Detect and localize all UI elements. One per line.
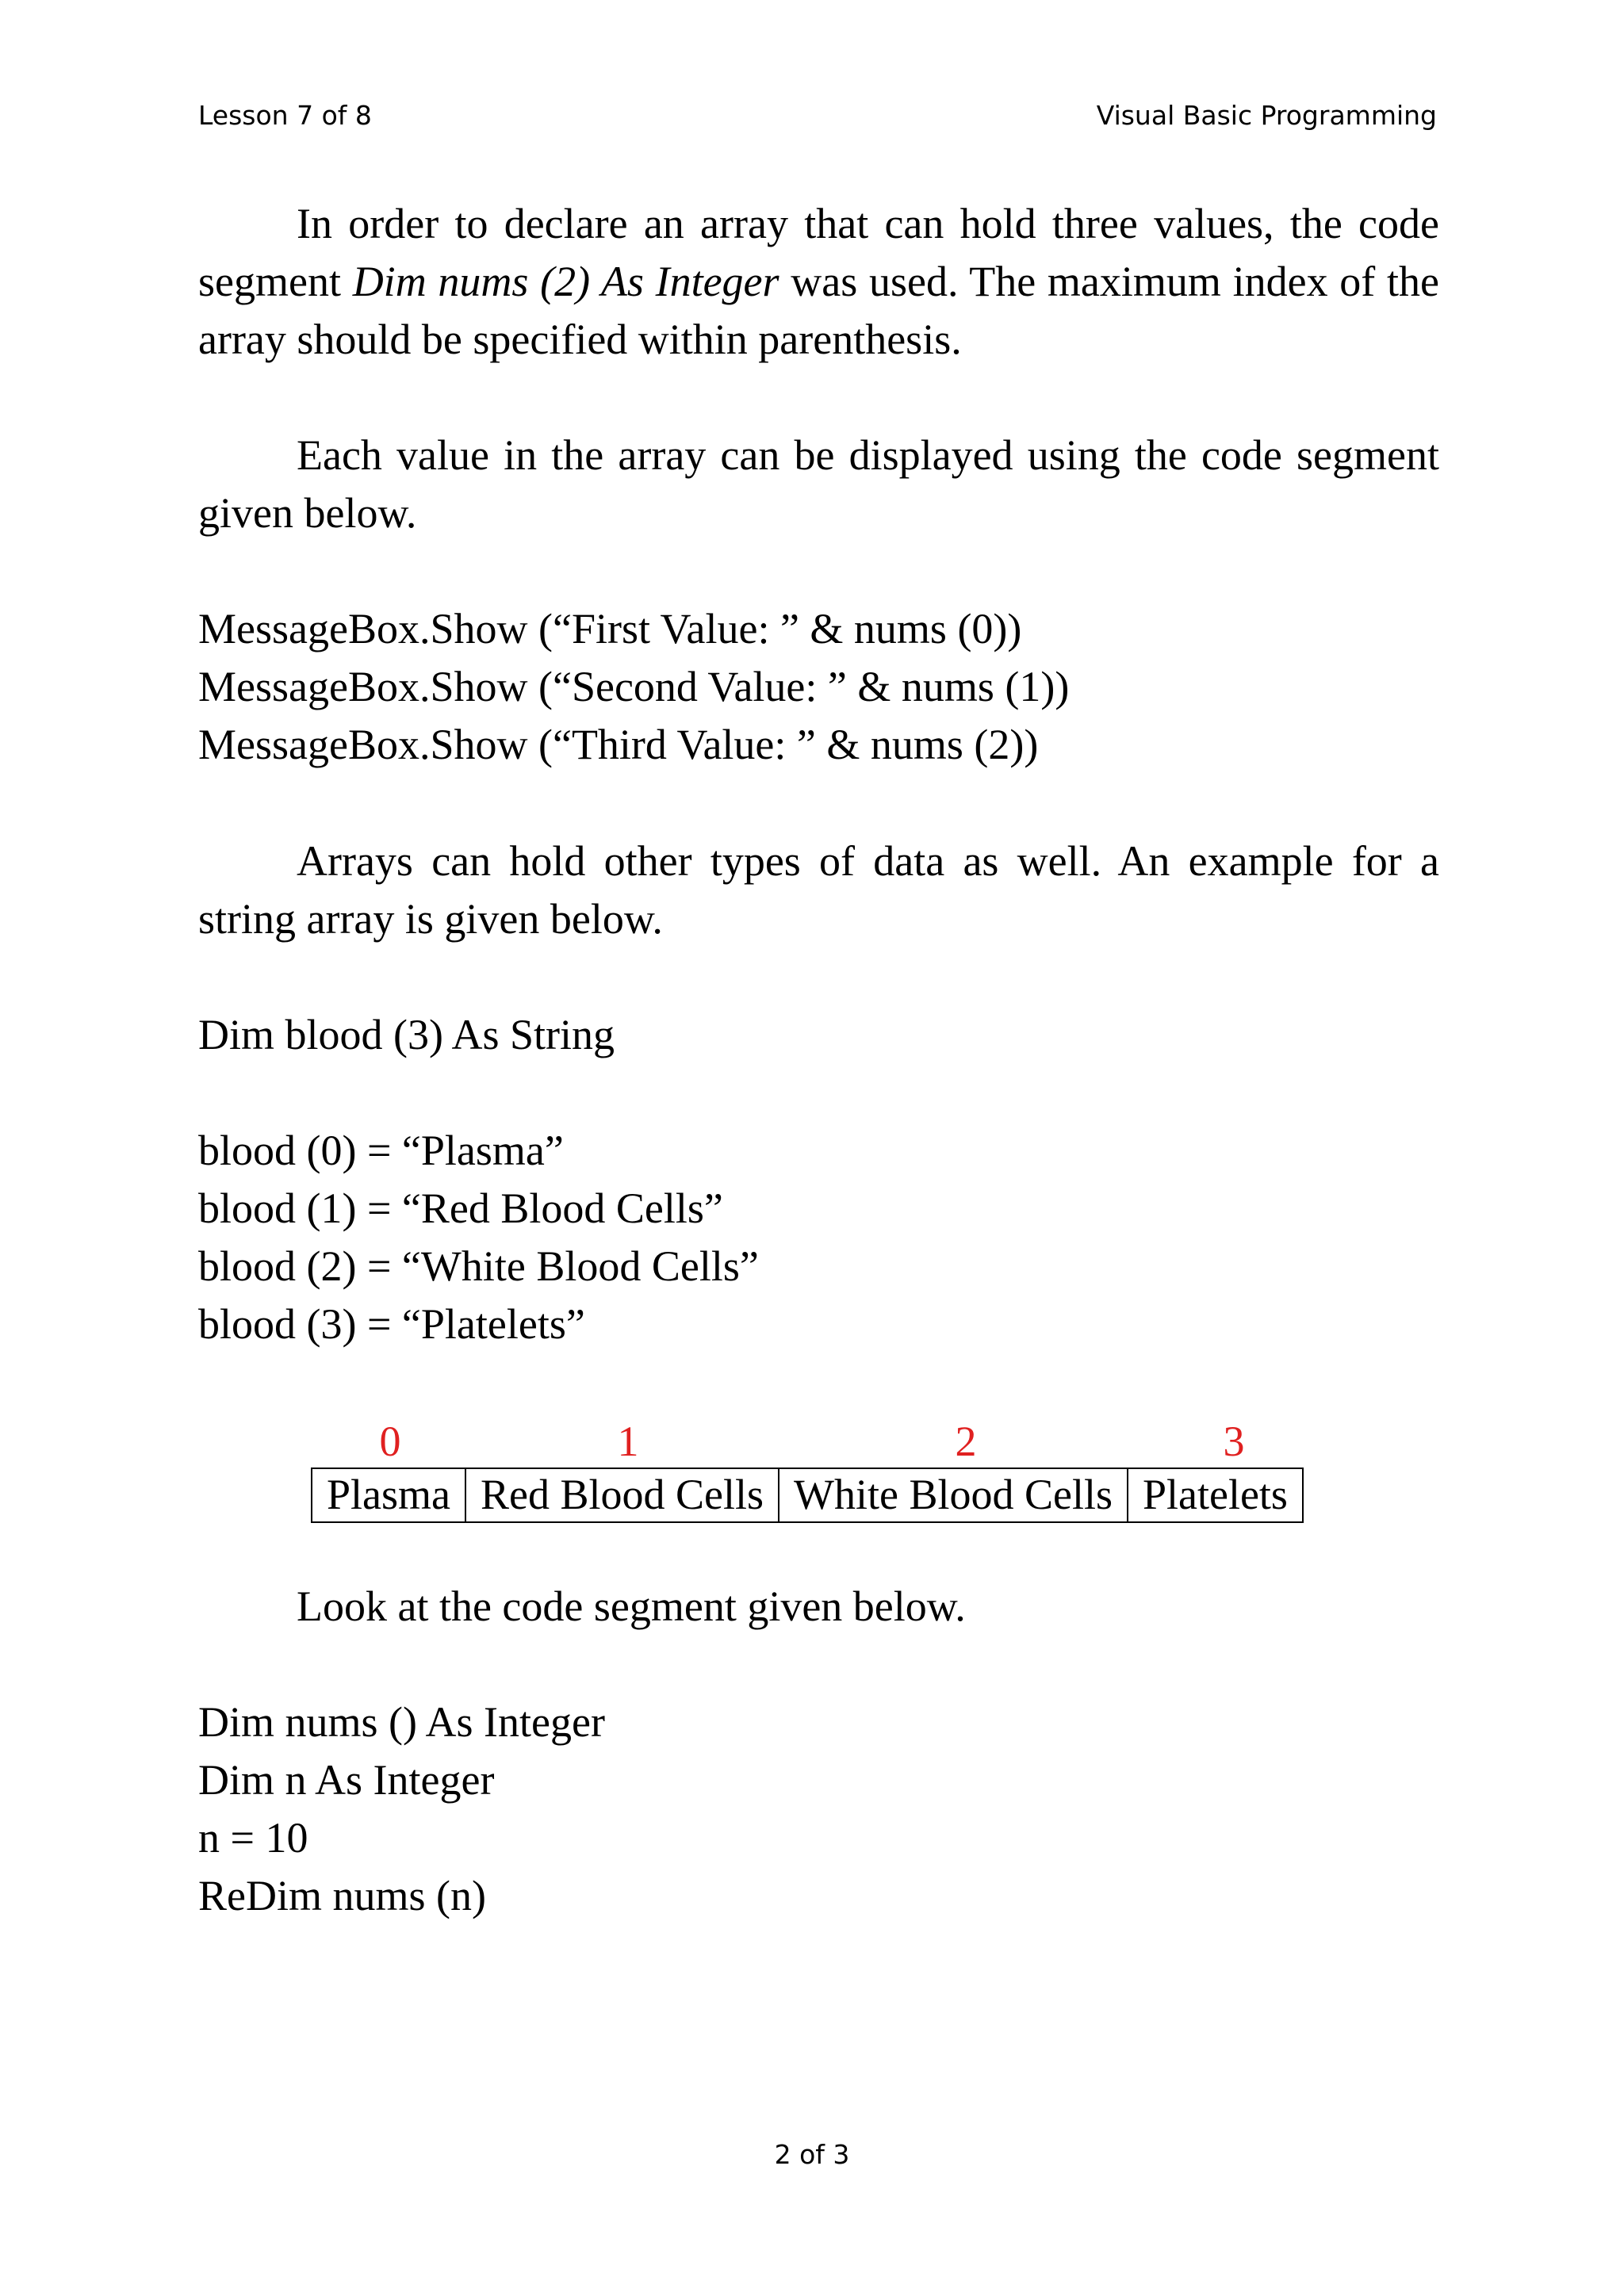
code-dim-blood: [198, 1006, 1439, 1064]
array-cell: White Blood Cells: [779, 1469, 1128, 1521]
para1-text-a: In order to declare an array that can hold three values, the code segment: [198, 200, 1439, 305]
array-index: 3: [1223, 1418, 1245, 1465]
code-line: Dim n As Integer: [198, 1756, 495, 1804]
array-cells: [311, 1468, 1304, 1523]
paragraph-string-array: [198, 832, 1439, 948]
array-index: 0: [379, 1418, 401, 1465]
array-index-row: [311, 1415, 1304, 1468]
para3-text: Arrays can hold other types of data as well. An example for a string array is given below.: [198, 837, 1439, 943]
code-line: ReDim nums (n): [198, 1872, 486, 1919]
code-line: blood (0) = “Plasma”: [198, 1127, 564, 1174]
para4-text: Look at the code segment given below.: [297, 1582, 966, 1630]
code-line: n = 10: [198, 1814, 308, 1862]
array-cell: Red Blood Cells: [466, 1469, 779, 1521]
code-line: blood (2) = “White Blood Cells”: [198, 1242, 759, 1290]
array-cell: Plasma: [312, 1469, 466, 1521]
code-messagebox-block: [198, 600, 1439, 774]
code-line: MessageBox.Show (“Third Value: ” & nums (2)): [198, 721, 1039, 768]
paragraph-display-values: [198, 427, 1439, 542]
paragraph-array-declaration: [198, 195, 1439, 369]
code-blood-assignments: [198, 1122, 1439, 1353]
para2-text: Each value in the array can be displayed using the code segment given below.: [198, 431, 1439, 537]
header-course-title: Visual Basic Programming: [1096, 100, 1437, 131]
paragraph-look-code: [198, 1578, 1439, 1636]
code-line: MessageBox.Show (“Second Value: ” & nums (1)): [198, 663, 1070, 710]
code-line: blood (3) = “Platelets”: [198, 1300, 585, 1348]
para1-code-italic: Dim nums (2) As Integer: [352, 258, 779, 305]
code-line: blood (1) = “Red Blood Cells”: [198, 1184, 723, 1232]
code-redim-block: [198, 1693, 1439, 1925]
array-index: 1: [617, 1418, 639, 1465]
array-index: 2: [955, 1418, 977, 1465]
code-line: Dim blood (3) As String: [198, 1011, 615, 1058]
page-number: 2 of 3: [774, 2139, 850, 2170]
array-diagram: [311, 1415, 1304, 1523]
code-line: MessageBox.Show (“First Value: ” & nums (0)): [198, 605, 1022, 652]
code-line: Dim nums () As Integer: [198, 1698, 605, 1746]
para1-text-b: was used. The maximum index of the array should be specified within parenthesis.: [198, 258, 1439, 363]
array-cell: Platelets: [1142, 1471, 1288, 1518]
header-lesson: Lesson 7 of 8: [198, 100, 372, 131]
